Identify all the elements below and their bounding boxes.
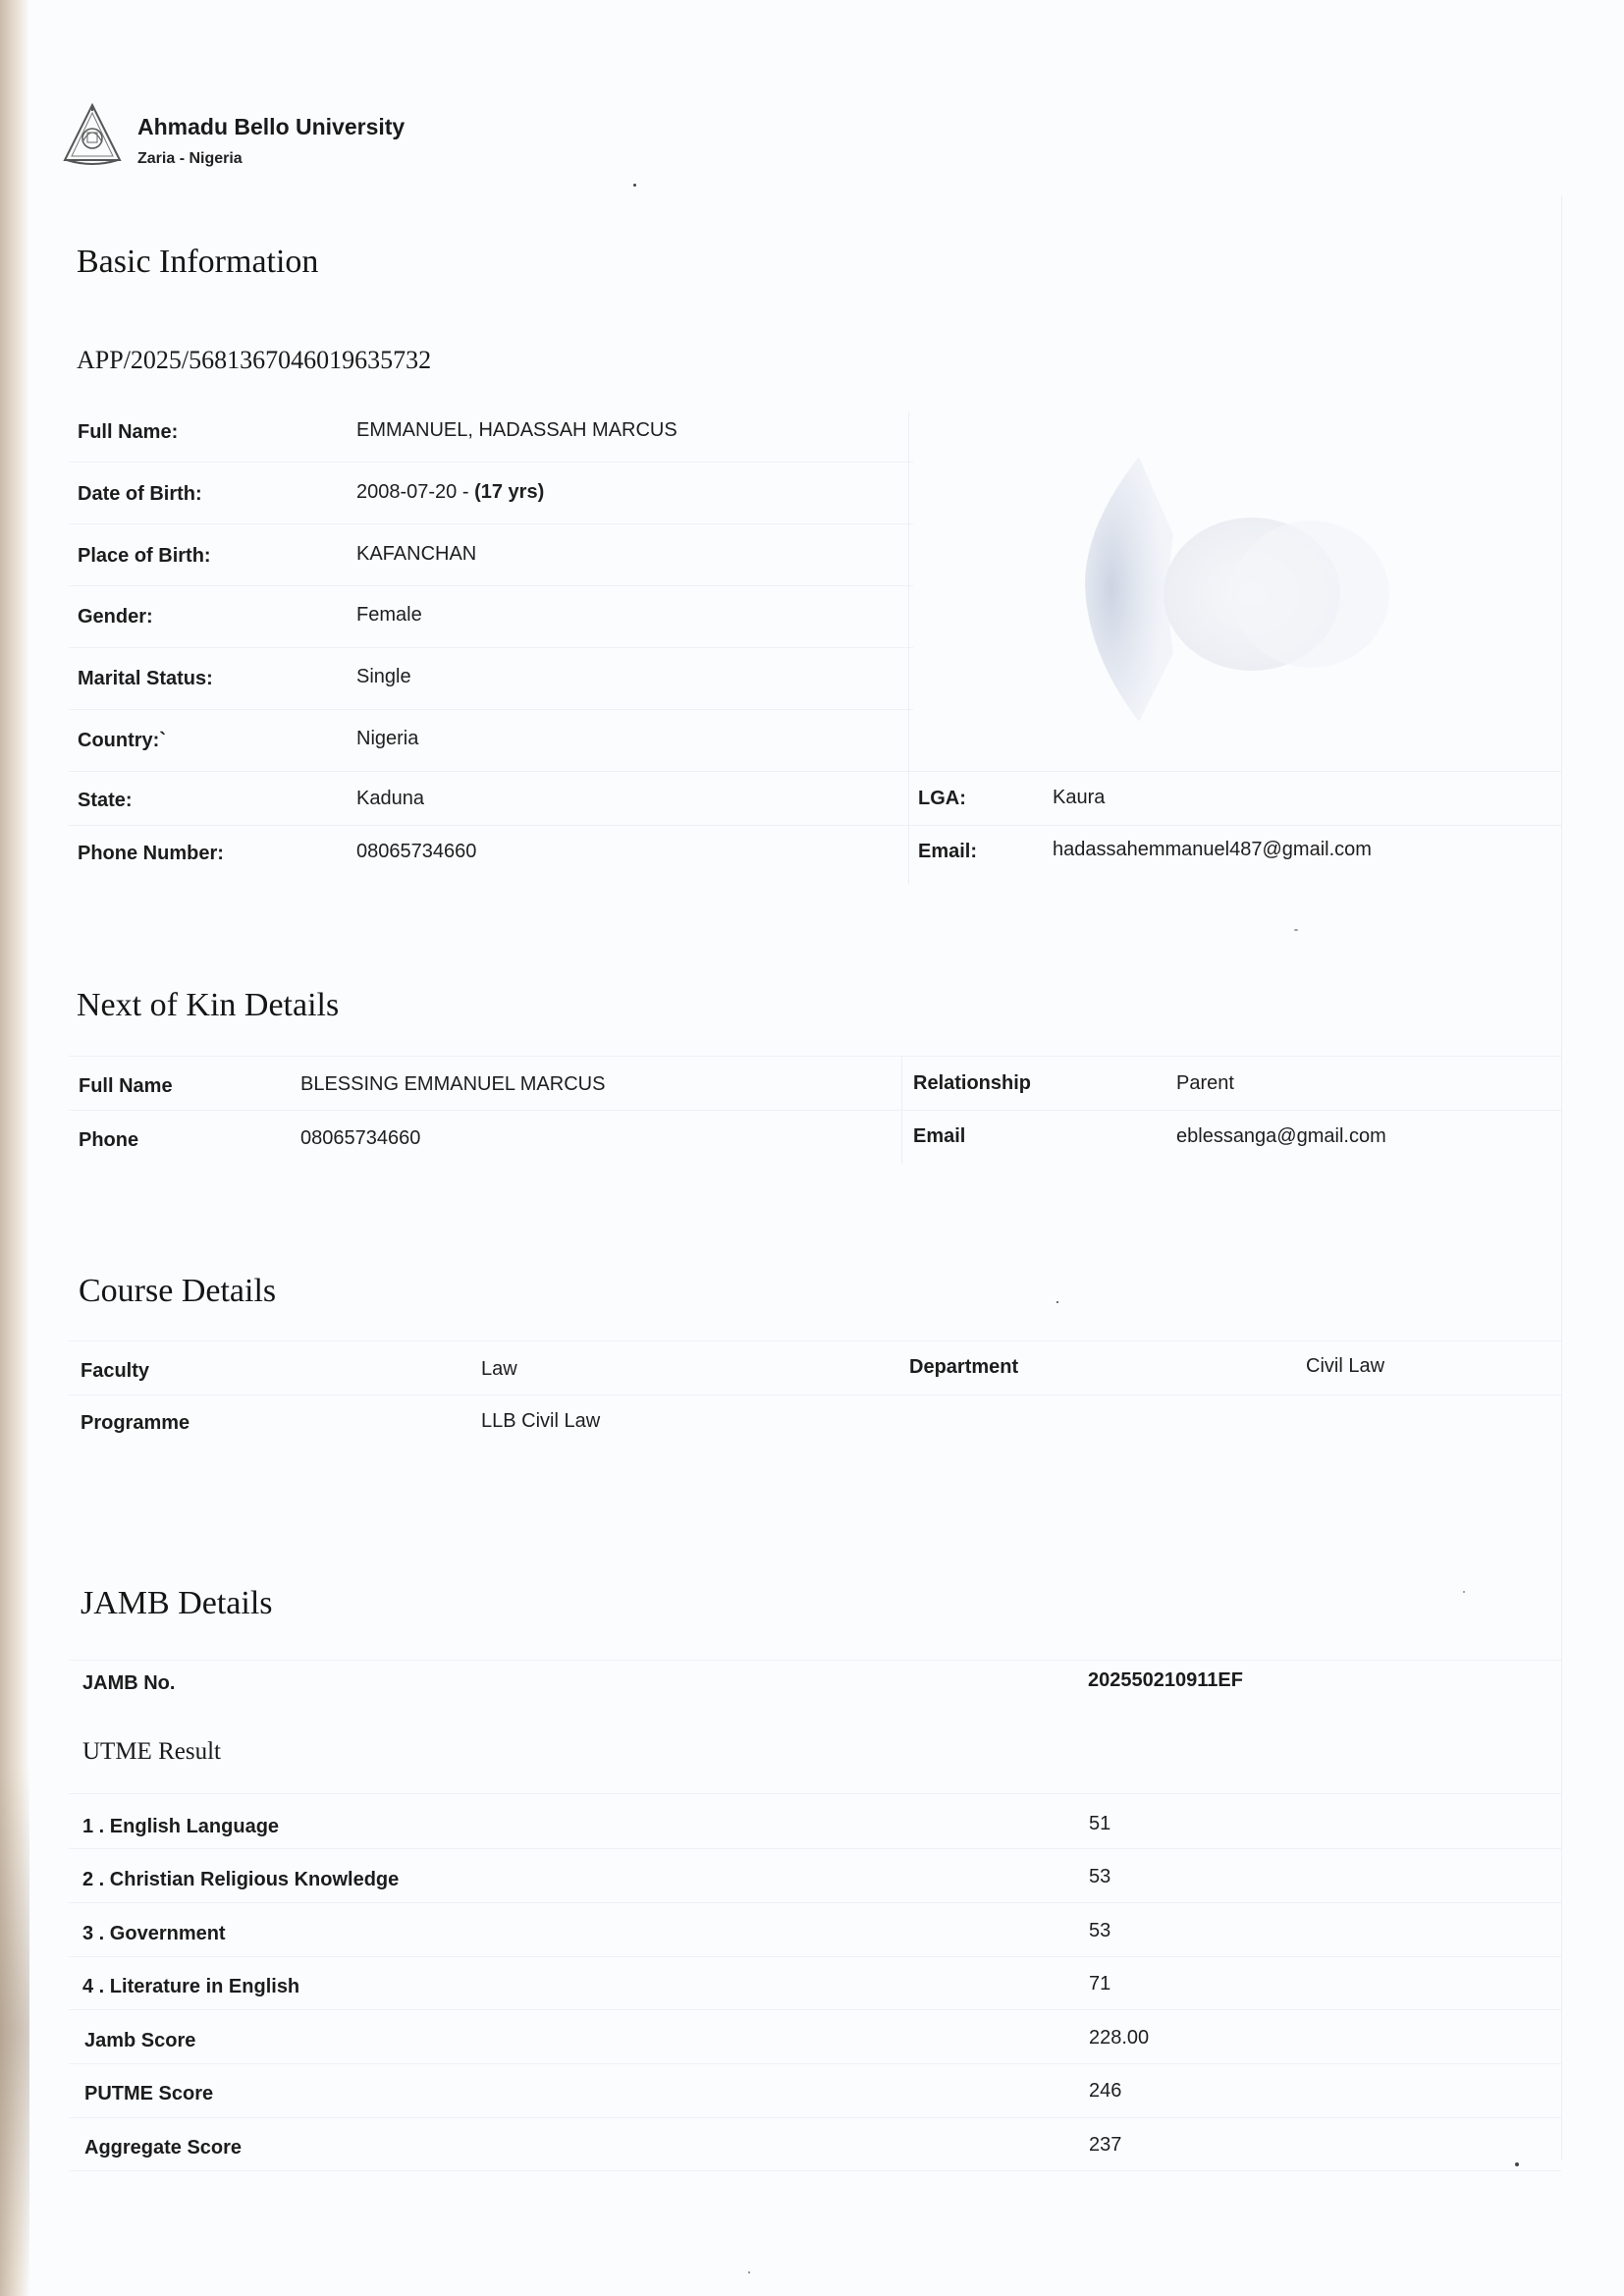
programme-label: Programme (81, 1412, 190, 1434)
date-of-birth-label: Date of Birth: (78, 483, 202, 505)
scan-speck (748, 2271, 750, 2273)
marital-status-label: Marital Status: (78, 668, 213, 689)
phone-number-value: 08065734660 (356, 841, 477, 862)
nok-email-label: Email (913, 1125, 966, 1147)
department-value: Civil Law (1306, 1355, 1385, 1377)
applicant-photo (1065, 447, 1429, 732)
jamb-number-value: 202550210911EF (1088, 1669, 1243, 1691)
subject-4-score: 71 (1089, 1973, 1111, 1995)
full-name-label: Full Name: (78, 421, 179, 443)
marital-status-value: Single (356, 666, 411, 687)
date-of-birth-date: 2008-07-20 - (356, 481, 475, 503)
putme-score-label: PUTME Score (84, 2083, 214, 2105)
lga-label: LGA: (918, 788, 966, 809)
phone-number-label: Phone Number: (78, 843, 224, 864)
basic-information-title: Basic Information (77, 244, 319, 280)
scan-speck (633, 184, 636, 187)
jamb-number-label: JAMB No. (82, 1672, 176, 1694)
faculty-label: Faculty (81, 1360, 150, 1382)
place-of-birth-label: Place of Birth: (78, 545, 211, 567)
nok-relationship-value: Parent (1176, 1072, 1234, 1094)
scan-shadow-edge-lower (0, 1768, 29, 2296)
subject-2-score: 53 (1089, 1866, 1111, 1887)
university-crest-logo (61, 103, 124, 168)
university-name: Ahmadu Bello University (137, 114, 406, 139)
scan-speck (1463, 1591, 1465, 1593)
faculty-value: Law (481, 1358, 517, 1380)
country-value: Nigeria (356, 728, 419, 749)
scan-speck (1515, 2162, 1519, 2166)
email-label: Email: (918, 841, 978, 862)
subject-1-label: 1 . English Language (82, 1816, 280, 1837)
nok-phone-value: 08065734660 (300, 1127, 421, 1149)
next-of-kin-title: Next of Kin Details (77, 987, 340, 1023)
scan-speck (1056, 1301, 1058, 1303)
nok-full-name-value: BLESSING EMMANUEL MARCUS (300, 1073, 606, 1095)
state-label: State: (78, 790, 133, 811)
gender-label: Gender: (78, 606, 153, 628)
full-name-value: EMMANUEL, HADASSAH MARCUS (356, 419, 677, 441)
utme-result-title: UTME Result (82, 1738, 221, 1765)
jamb-score-value: 228.00 (1089, 2027, 1150, 2049)
date-of-birth-value (356, 481, 544, 504)
email-value: hadassahemmanuel487@gmail.com (1053, 839, 1372, 860)
scan-speck (1294, 929, 1298, 931)
subject-1-score: 51 (1089, 1813, 1111, 1834)
subject-3-score: 53 (1089, 1920, 1111, 1941)
course-details-title: Course Details (79, 1273, 277, 1309)
age-value: (17 yrs) (474, 481, 545, 503)
university-location: Zaria - Nigeria (137, 150, 243, 167)
aggregate-score-value: 237 (1089, 2134, 1122, 2156)
nok-email-value: eblessanga@gmail.com (1176, 1125, 1386, 1147)
subject-2-label: 2 . Christian Religious Knowledge (82, 1869, 400, 1890)
gender-value: Female (356, 604, 422, 626)
putme-score-value: 246 (1089, 2080, 1122, 2102)
jamb-score-label: Jamb Score (84, 2030, 196, 2051)
jamb-details-title: JAMB Details (81, 1585, 273, 1621)
subject-3-label: 3 . Government (82, 1923, 226, 1944)
nok-relationship-label: Relationship (913, 1072, 1032, 1094)
subject-4-label: 4 . Literature in English (82, 1976, 300, 1997)
application-number: APP/2025/5681367046019635732 (77, 346, 432, 374)
programme-value: LLB Civil Law (481, 1410, 601, 1432)
lga-value: Kaura (1053, 787, 1106, 808)
country-label: Country:` (78, 730, 166, 751)
nok-full-name-label: Full Name (79, 1075, 173, 1097)
aggregate-score-label: Aggregate Score (84, 2137, 243, 2159)
place-of-birth-value: KAFANCHAN (356, 543, 477, 565)
nok-phone-label: Phone (79, 1129, 139, 1151)
department-label: Department (909, 1356, 1019, 1378)
state-value: Kaduna (356, 788, 424, 809)
